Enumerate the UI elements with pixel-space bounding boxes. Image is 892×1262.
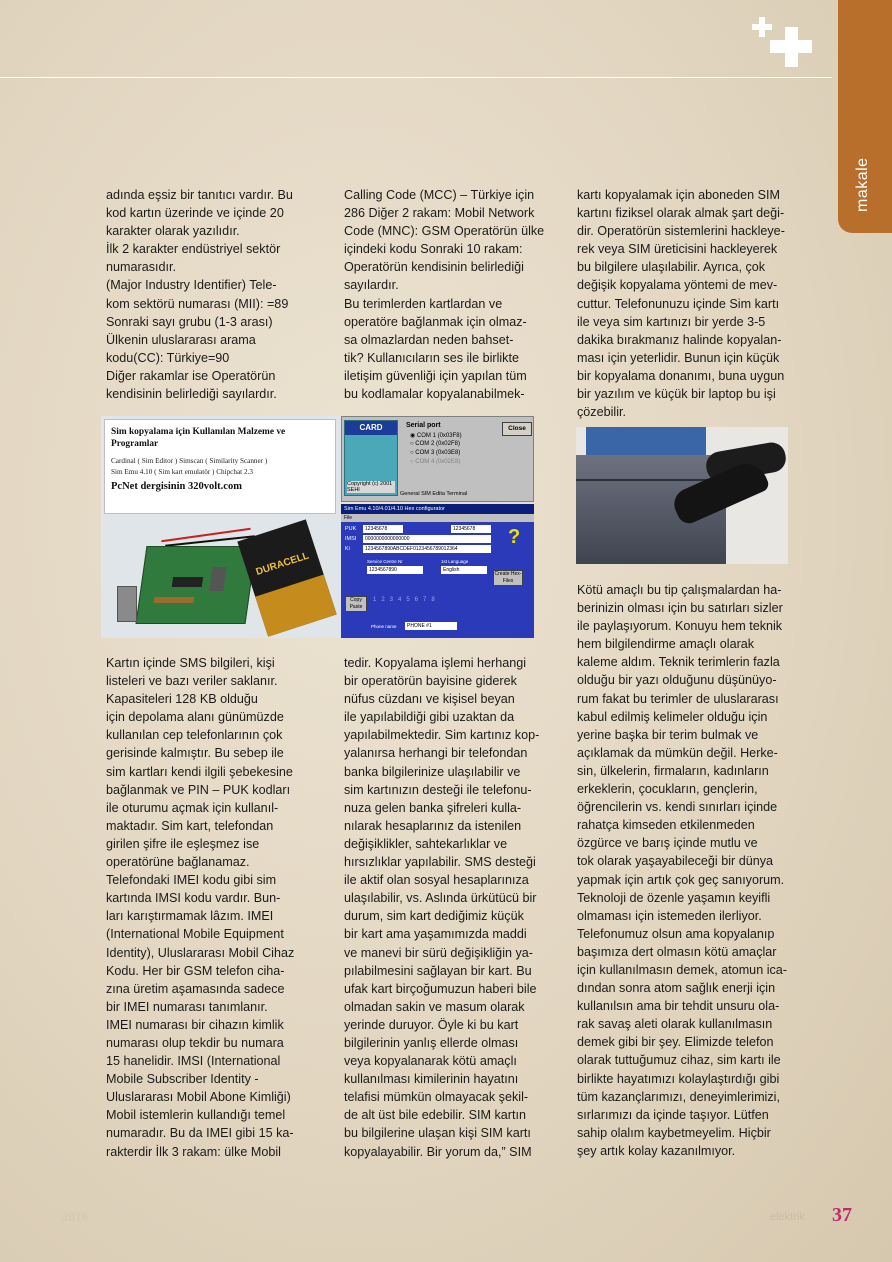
materials-site: PcNet dergisinin 320volt.com — [111, 481, 242, 492]
language-select[interactable]: English — [441, 566, 487, 574]
pocket-photo — [576, 427, 788, 564]
battery-brand: DURACELL — [254, 550, 311, 578]
footer-magazine: elektrik — [770, 1211, 805, 1223]
card-copyright: Copyright (c) 2001 SEHI — [347, 481, 395, 493]
com-port-2[interactable]: ○ COM 2 (0x02F8) — [410, 441, 460, 447]
card-window — [341, 416, 534, 502]
battery — [237, 519, 336, 636]
materials-line-1: Cardinal ( Sim Editor ) Simscan ( Similarity Scanner ) — [111, 457, 268, 465]
figure-materials — [101, 416, 341, 638]
service-label: Service Centre Nr — [367, 559, 403, 564]
sim-number-slots[interactable]: 12345678 — [373, 597, 440, 603]
close-button[interactable]: Close — [502, 422, 532, 436]
column-2-bottom: tedir. Kopyalama işlemi herhangi bir operatörün bayisine giderek nüfus cüzdanı ve kişisel beyan ile yapılabildiği gibi uzaktan da yapılabilmektedir. Sim kartınız kop- yalanırsa herhangi bir telefondan banka bilgilerinize ulaşılabilir ve sim kartınızın desteği ile telefonu- nuza gelen banka şifreleri kulla- nılarak hesaplarınız da istenilen değişiklikler, sahtekarlıklar ve hırsızlıklar yapılabilir. SMS desteği ile aktif olan sosyal hesaplarınıza ulaşılabilir, vs. Aslında ürkütücü bir durum, sim kart dediğimiz küçük bir kart ama yaşamımızda maddi ve manevi bir sürü değişikliğin ya- pılabilmesini sağlayan bir kart. Bu ufak kart birçoğumuzun haberi bile olmadan sakin ve masum olarak yerinde duruyor. Öyle ki bu kart bilgilerinin yanlış ellerde olması veya kopyalanarak kötü amaçlı kullanılması kimilerinin hayatını telafisi mümkün olmayacak şekil- de alt üst bile edebilir. SIM kartın bu bilgilerine ulaşan kişi SIM kartı kopyalayabilir. Bir yorum da,” SIM — [344, 656, 540, 1159]
service-field[interactable]: 1234567890 — [367, 566, 423, 574]
card-panel — [344, 420, 398, 496]
materials-line-2: Sim Emu 4.10 ( Sim kart emulatör ) Chipchat 2.3 — [111, 468, 253, 476]
com-port-1[interactable]: ◉ COM 1 (0x03F8) — [410, 433, 462, 439]
phone-name-label: Phone name — [371, 624, 397, 629]
page-number: 37 — [832, 1204, 852, 1226]
emu-menu[interactable]: File — [341, 514, 534, 522]
materials-box — [104, 419, 336, 514]
column-2-top: Calling Code (MCC) – Türkiye için 286 Diğer 2 rakam: Mobil Network Code (MNC): GSM Operatörün ülke içindeki kodu Sonraki 10 rakam: Operatörün kendisinin belirlediği sayılardır. Bu terimlerden kartlardan ve operatöre bağlanmak için olmaz- sa olmazlardan neden bahset- tik? Kullanıcıların ses ile birlikte iletişim güvenliği için yapılan tüm bu kodlamalar kopyalanabilmek- — [344, 188, 545, 402]
create-hex-button[interactable]: Create Hex-Files — [494, 571, 522, 584]
header-rule — [0, 77, 832, 78]
phone-name-field[interactable]: PHONE #1 — [405, 622, 457, 630]
db9-connector — [117, 586, 137, 622]
emu-title: Sim Emu 4.10/4.01/4.10 Hex configurator — [341, 504, 534, 514]
column-3-top: kartı kopyalamak için aboneden SIM kartını fiziksel olarak almak şart deği- dir. Operatörün sistemlerini hackleye- rek veya SIM üreticisini hackleyerek bu bilgilere ulaşılabilir. Ayrıca, çok değişik kopyalama yöntemi de mev- cuttur. Telefonunuzu içinde Sim kartı ile veya sim kartınızı bir yerde 3-5 dakika bırakmanız halinde kopyalan- ması için yeterlidir. Bunun için küçük bir kopyalama donanımı, buna uygun bir yazılım ve küçük bir laptop bu işi çözebilir. — [577, 188, 785, 420]
footer-year: 2016 — [62, 1209, 88, 1224]
sim-emu-window — [341, 504, 534, 638]
language-label: 1st Language — [441, 559, 469, 564]
card-logo: CARD — [345, 421, 397, 435]
copy-paste-button[interactable]: Copy Paste — [345, 596, 367, 612]
ki-label: Ki — [345, 546, 350, 552]
imsi-label: IMSI — [345, 536, 357, 542]
com-port-4[interactable]: ○ COM 4 (0x02E8) — [410, 459, 461, 465]
column-1-top: adında eşsiz bir tanıtıcı vardır. Bu kod kartın üzerinde ve içinde 20 karakter olarak yazılıdır. İlk 2 karakter endüstriyel sektör numarasıdır. (Major Industry Identifier) Tele- kom sektörü numarası (MII): =89 Sonraki sayı grubu (1-3 arası) Ülkenin uluslararası arama kodu(CC): Türkiye=90 Diğer rakamlar ise Operatörün kendisinin belirlediği sayılardır. — [106, 188, 293, 402]
circuit-board — [136, 546, 257, 624]
column-1-bottom: Kartın içinde SMS bilgileri, kişi listeleri ve bazı veriler saklanır. Kapasiteleri 128 KB olduğu için depolama alanı günümüzde kullanılan cep telefonlarının çok gerisinde kalmıştır. Bu sebep ile sim kartları kendi ilgili şebekesine bağlanmak ve PIN – PUK kodları ile oturumu açmak için kullanıl- maktadır. Sim kart, telefondan girilen şifre ile eşleşmez ise operatörüne bağlanamaz. Telefondaki IMEI kodu gibi sim kartında IMSI kodu vardır. Bun- ları karıştırmamak lâzım. IMEI (International Mobile Equipment Identity), Uluslararası Mobil Cihaz Kodu. Her bir GSM telefon ciha- zına üretim aşamasında sadece bir IMEI numarası tanımlanır. IMEI numarası bir cihazın kimlik numarası olup tekdir bu numara 15 hanelidir. IMSI (International Mobile Subscriber Identity - Uluslararası Mobil Abone Kimliği) Mobil istemlerin kullandığı temel numaradır. Bu da IMEI gibi 15 ka- rakterdir İlk 3 rakam: ülke Mobil — [106, 656, 295, 1159]
ki-field[interactable]: 1234567890ABCDEF0123456789012364 — [363, 545, 491, 553]
materials-title: Sim kopyalama için Kullanılan Malzeme ve Programlar — [111, 427, 286, 449]
serial-port-title: Serial port — [406, 422, 441, 429]
pin-field[interactable]: 12345678 — [451, 525, 491, 533]
window-tabs[interactable]: General SIM Edita Terminal — [400, 491, 468, 497]
figure-software — [341, 416, 534, 638]
puk-field[interactable]: 12345678 — [363, 525, 403, 533]
column-3-bottom: Kötü amaçlı bu tip çalışmalardan ha- berinizin olması için bu satırları sizler ile paylaşıyorum. Konuyu hem teknik hem bilgilendirme amaçlı olarak kaleme aldım. Teknik terimlerin fazla olduğu bir yazı olduğunu düşünüyo- rum fakat bu terimler de uluslararası kabul edilmiş kelimeler olduğu için yerine başka bir terim bulmak ve açıklamak da mümkün değil. Herke- sin, ülkelerin, firmaların, kadınların erkeklerin, çocukların, gençlerin, öğrencilerin vs. kendi sınırları içinde rahatça kimseden etkilenmeden özgürce ve barış içinde mutlu ve tok olarak yaşayabileceği bir dünya yapmak için artık çok geç sanıyorum. Teknoloji de özenle yaşamın keyifli olmaması için istemeden ilerliyor. Telefonumuz olsun ama kopyalanıp başımıza dert olmasın kötü amaçlar için kullanılmasın demek, atomun ica- dından sonra atom sağlık enerji için kullanılsın ama bir tehdit unsuru ola- rak savaş aleti olarak kullanılmasın demek gibi bir şey. Elimizde telefon olarak tuttuğumuz cihaz, sim kartı ile birlikte hayatımızı kolaylaştırdığı gibi tüm kazançlarımızı, deneyimlerimizi, sırlarımızı da içinde taşıyor. Lütfen sahip olalım kaybetmeyelim. Hiçbir şey artık kolay kazanılmıyor. — [577, 583, 787, 1158]
section-label: makale — [854, 157, 871, 213]
help-icon[interactable]: ? — [508, 526, 521, 548]
com-port-3[interactable]: ○ COM 3 (0x03E8) — [410, 450, 461, 456]
puk-label: PUK — [345, 526, 357, 532]
imsi-field[interactable]: 0000000000000000 — [363, 535, 491, 543]
